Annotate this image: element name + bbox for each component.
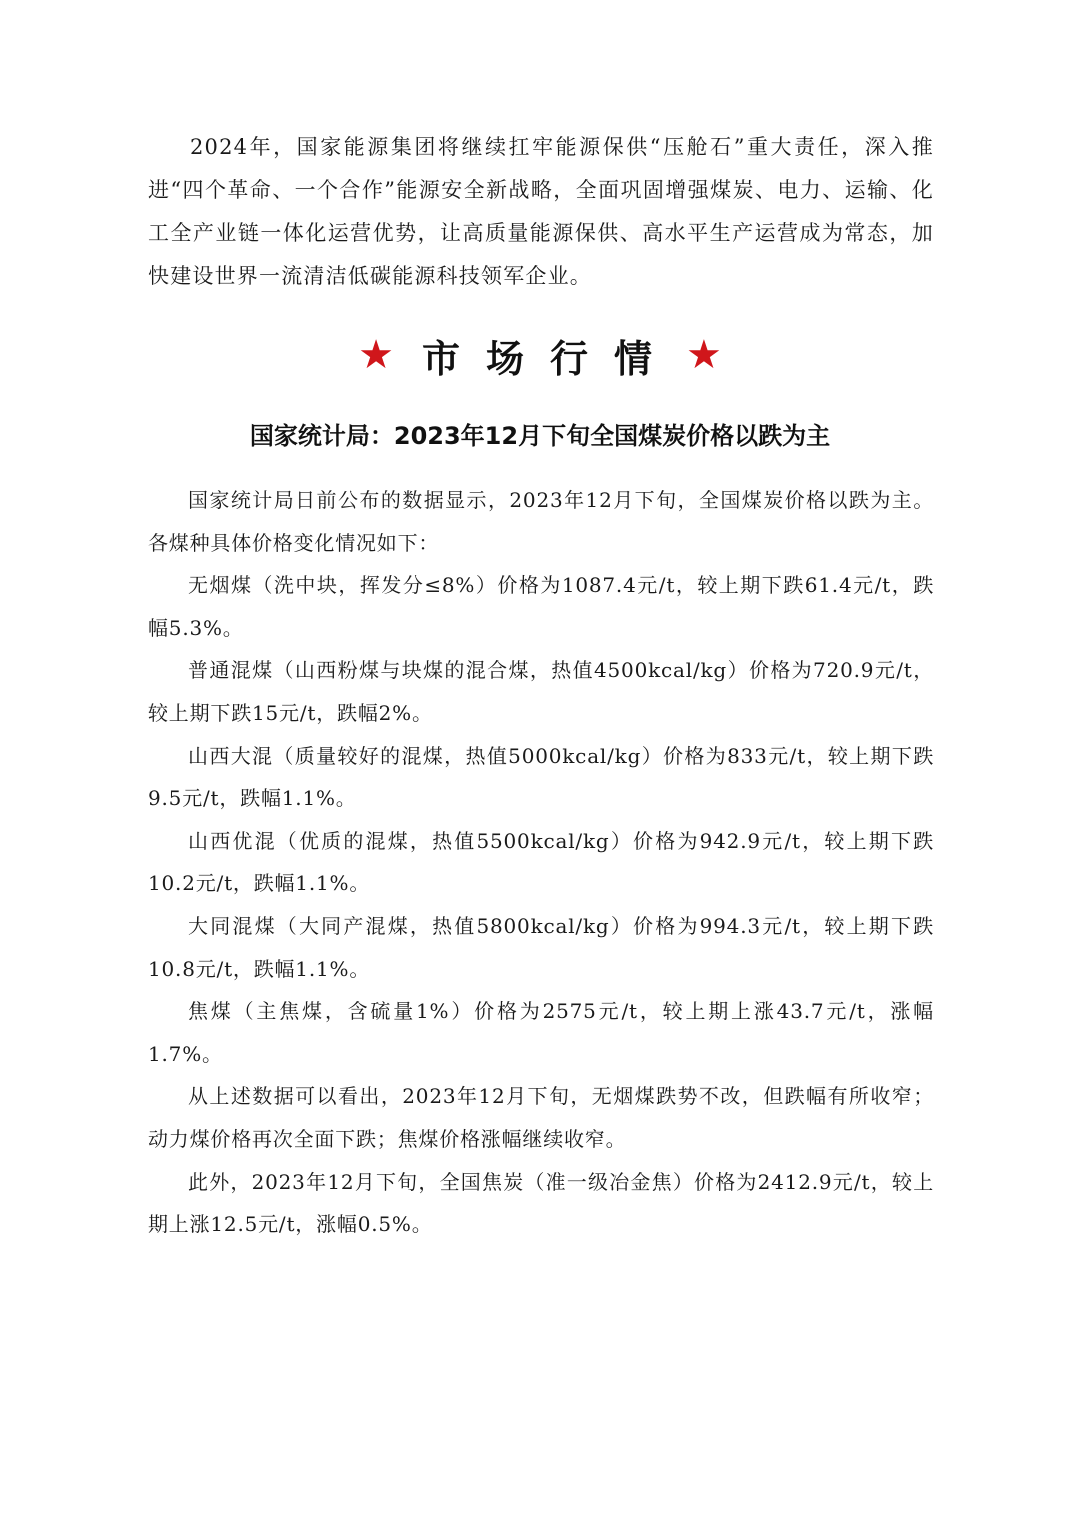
article-paragraph-shanxi-dahun: 山西大混（质量较好的混煤，热值5000kcal/kg）价格为833元/t，较上期下跌9.5元/t，跌幅1.1%。: [148, 743, 934, 811]
star-icon-left: ★: [358, 332, 394, 378]
article-paragraph-anthracite: 无烟煤（洗中块，挥发分≤8%）价格为1087.4元/t，较上期下跌61.4元/t，跌幅5.3%。: [148, 573, 934, 640]
article-title: 国家统计局：2023年12月下旬全国煤炭价格以跌为主: [249, 422, 831, 450]
article-paragraph-summary: 从上述数据可以看出，2023年12月下旬，无烟煤跌势不改，但跌幅有所收窄；动力煤价格再次全面下跌；焦煤价格涨幅继续收窄。: [148, 1084, 934, 1151]
section-title: 市场行情: [421, 336, 678, 381]
star-icon-right: ★: [686, 332, 722, 378]
article-paragraph-coking-coal: 焦煤（主焦煤，含硫量1%）价格为2575元/t，较上期上涨43.7元/t，涨幅1.7%。: [148, 999, 934, 1066]
article-paragraph-shanxi-youhun: 山西优混（优质的混煤，热值5500kcal/kg）价格为942.9元/t，较上期下跌10.2元/t，跌幅1.1%。: [148, 828, 934, 896]
article-paragraph-ordinary-mixed-coal: 普通混煤（山西粉煤与块煤的混合煤，热值4500kcal/kg）价格为720.9元/t，较上期下跌15元/t，跌幅2%。: [148, 658, 934, 725]
article-body: [148, 479, 934, 1246]
article-paragraph-coke: 此外，2023年12月下旬，全国焦炭（准一级冶金焦）价格为2412.9元/t，较上期上涨12.5元/t，涨幅0.5%。: [148, 1169, 934, 1237]
article-paragraph-intro: 国家统计局日前公布的数据显示，2023年12月下旬，全国煤炭价格以跌为主。各煤种具体价格变化情况如下：: [148, 488, 934, 555]
intro-paragraph: 2024年，国家能源集团将继续扛牢能源保供“压舱石”重大责任，深入推进“四个革命、一个合作”能源安全新战略，全面巩固增强煤炭、电力、运输、化工全产业链一体化运营优势，让高质量能源保供、高水平生产运营成为常态，加快建设世界一流清洁低碳能源科技领军企业。: [148, 135, 934, 288]
section-header: [0, 322, 1080, 388]
article-paragraph-datong-mixed-coal: 大同混煤（大同产混煤，热值5800kcal/kg）价格为994.3元/t，较上期下跌10.8元/t，跌幅1.1%。: [148, 913, 934, 981]
